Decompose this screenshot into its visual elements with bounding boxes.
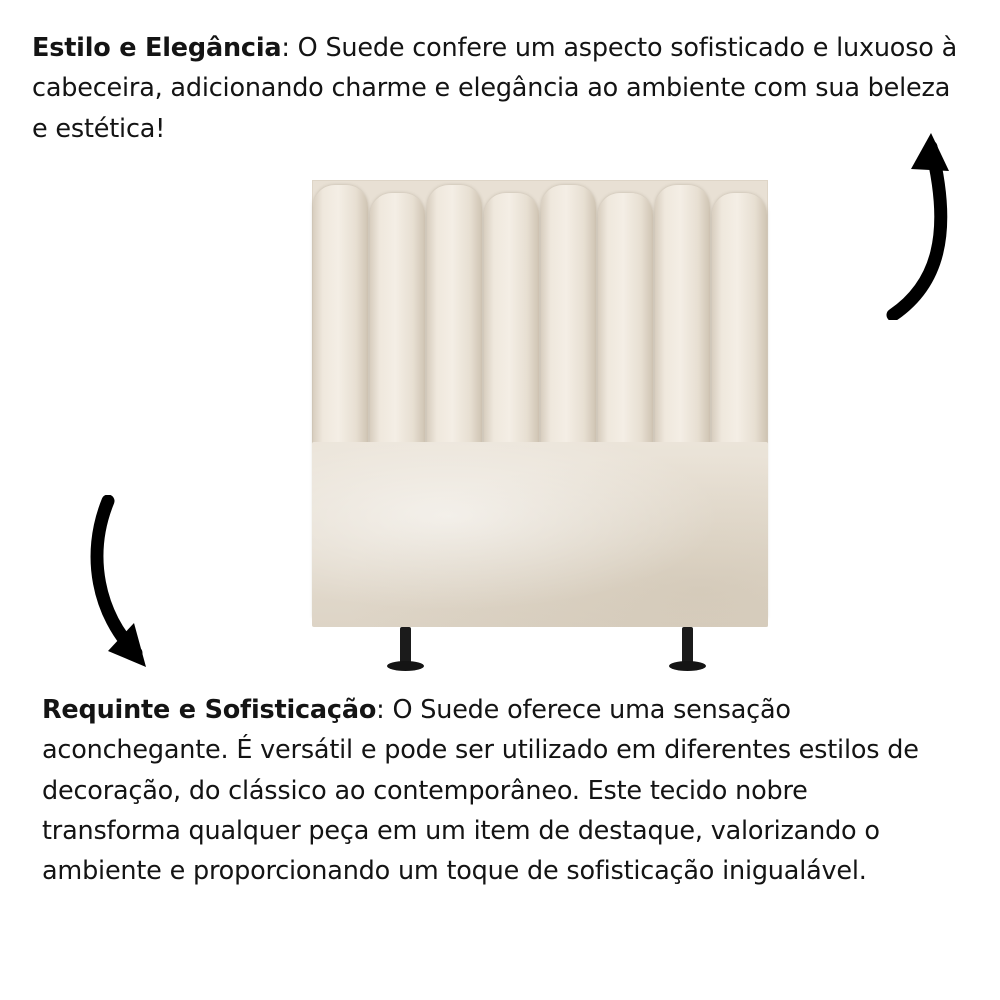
headboard-leg-left bbox=[400, 627, 411, 665]
feature-title-bottom: Requinte e Sofisticação bbox=[42, 695, 377, 725]
feature-body-top: : O Suede confere um aspecto sofisticado e luxuoso à cabeceira, adicionando charme e elegância ao ambiente com sua beleza e estética! bbox=[32, 33, 958, 144]
headboard-base-shading bbox=[312, 442, 768, 627]
product-image bbox=[310, 180, 772, 672]
arrow-up-icon bbox=[845, 125, 965, 320]
feature-body-bottom: : O Suede oferece uma sensação aconchegante. É versátil e pode ser utilizado em diferentes estilos de decoração, do clássico ao contemporâneo. Este tecido nobre transforma qualquer peça em um item de destaque, valorizando o ambiente e proporcionando um toque de sofisticação inigualável. bbox=[42, 695, 919, 887]
feature-title-top: Estilo e Elegância bbox=[32, 33, 282, 63]
arrow-down-icon bbox=[90, 495, 200, 680]
headboard-base bbox=[312, 442, 768, 627]
feature-paragraph-top bbox=[32, 28, 962, 149]
feature-paragraph-bottom bbox=[42, 690, 947, 891]
headboard-leg-right bbox=[682, 627, 693, 665]
